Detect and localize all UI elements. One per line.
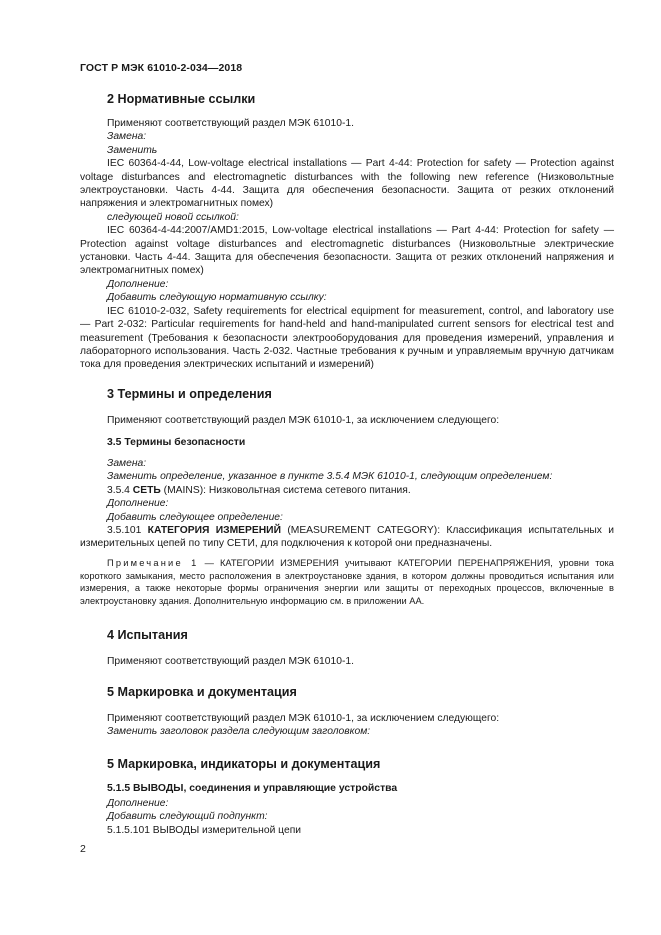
subsection-5-1-5-heading: 5.1.5 ВЫВОДЫ, соединения и управляющие устройства: [107, 783, 398, 794]
paragraph: Добавить следующее определение:: [107, 511, 283, 523]
section-5-new-heading: 5 Маркировка, индикаторы и документация: [107, 757, 381, 771]
definition-mains: [80, 484, 614, 497]
term-number: 3.5.4: [107, 484, 130, 496]
paragraph: 5.1.5.101 ВЫВОДЫ измерительной цепи: [107, 824, 302, 836]
paragraph: Дополнение:: [107, 498, 169, 510]
note-label: Примечание 1: [107, 558, 199, 568]
section-5-body: [80, 712, 614, 739]
paragraph: Дополнение:: [107, 798, 169, 809]
term-name: СЕТЬ: [132, 484, 161, 496]
paragraph: Применяют соответствующий раздел МЭК 61010-1, за исключением следующего:: [107, 713, 500, 724]
paragraph: Замена:: [107, 458, 147, 469]
subsection-5-1-5-body: [80, 797, 614, 837]
paragraph: Дополнение:: [107, 278, 169, 290]
section-5-heading: 5 Маркировка и документация: [107, 685, 297, 699]
paragraph: Заменить: [107, 144, 158, 156]
reference-old: IEC 60364-4-44, Low-voltage electrical installations — Part 4-44: Protection for safety — Protection against voltage disturbances and electromagnetic disturbances with the following new reference (Низковольтные электроустановки. Часть 4-44. Защита для обеспечения безопасности. Защита от резких отклонений напряжения и электромагнитных помех): [80, 158, 614, 210]
paragraph: Добавить следующий подпункт:: [107, 811, 268, 823]
paragraph: Добавить следующую нормативную ссылку:: [107, 292, 327, 304]
subsection-3-5-heading: 3.5 Термины безопасности: [107, 437, 246, 448]
paragraph: Применяют соответствующий раздел МЭК 61010-1.: [107, 118, 354, 129]
paragraph: Заменить определение, указанное в пункте 3.5.4 МЭК 61010-1, следующим определением:: [107, 471, 553, 483]
paragraph: Применяют соответствующий раздел МЭК 61010-1, за исключением следующего:: [107, 415, 500, 426]
section-3-body: [80, 457, 614, 551]
section-4-heading: 4 Испытания: [107, 628, 188, 642]
section-2-heading: 2 Нормативные ссылки: [107, 92, 256, 106]
term-definition: (MEASUREMENT CATEGORY): Классификация испытательных и измерительных цепей по типу СЕТИ, для подключения к которой они предназначены.: [80, 525, 614, 550]
definition-measurement-category: [80, 524, 614, 551]
section-3-intro: [80, 414, 614, 427]
paragraph: Заменить заголовок раздела следующим заголовком:: [107, 726, 371, 738]
paragraph: Замена:: [107, 131, 147, 143]
paragraph: Применяют соответствующий раздел МЭК 61010-1.: [107, 656, 354, 667]
note-text: — КАТЕГОРИИ ИЗМЕРЕНИЯ учитывают КАТЕГОРИИ ПЕРЕНАПРЯЖЕНИЯ, уровни тока короткого замыкания, место расположения в электроустановке здания, в котором должны проводиться испытания или измерения, а также некоторые формы ограничения энергии или защиты от переходных процессов, включенные в электроустановку здания. Дополнительную информацию см. в приложении АА.: [80, 558, 614, 606]
section-2-body: [80, 117, 614, 372]
reference-added: IEC 61010-2-032, Safety requirements for electrical equipment for measurement, control, and laboratory use — Part 2-032: Particular requirements for hand-held and hand-manipulated current sensors for electrical test and measurement (Требования к безопасности электрооборудования для проведения измерений, управления и лабораторного использования. Часть 2-032. Частные требования к ручным и управляемым вручную датчикам тока для проведения электрических испытаний и измерений): [80, 305, 614, 371]
term-number: 3.5.101: [107, 525, 142, 537]
section-3-heading: 3 Термины и определения: [107, 387, 272, 401]
standard-header: ГОСТ Р МЭК 61010-2-034—2018: [80, 62, 243, 74]
page-number: 2: [80, 843, 86, 855]
term-name: КАТЕГОРИЯ ИЗМЕРЕНИЙ: [147, 525, 281, 537]
paragraph: следующей новой ссылкой:: [107, 211, 239, 223]
section-4-body: [80, 655, 614, 668]
reference-new: IEC 60364-4-44:2007/AMD1:2015, Low-voltage electrical installations — Part 4-44: Protection for safety — Protection against voltage disturbances and electromagnetic disturbances (Низковольтные электрические установки. Часть 4-44. Защита для обеспечения безопасности. Защита от резких отклонений напряжения и электромагнитных помех): [80, 225, 614, 277]
term-definition: (MAINS): Низковольтная система сетевого питания.: [163, 484, 411, 496]
note-1: [80, 557, 614, 607]
